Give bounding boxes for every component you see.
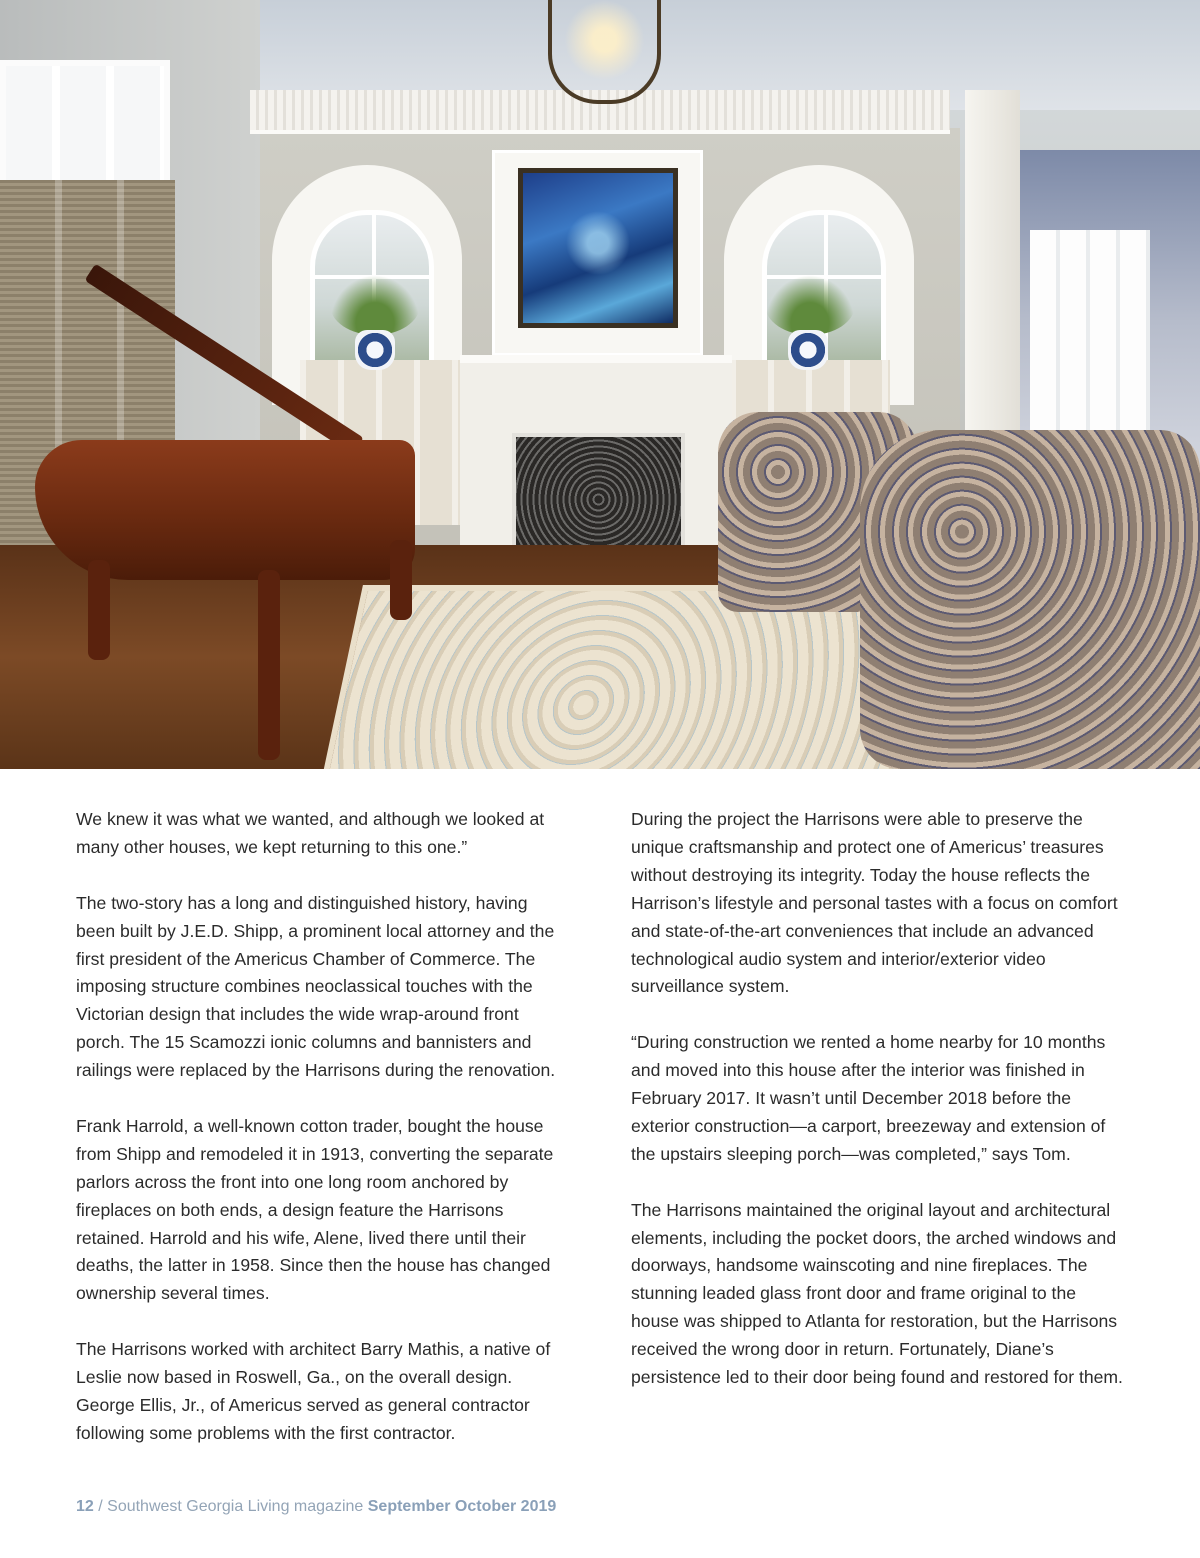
piano-leg [390,540,412,620]
left-plant-leaves [330,275,420,335]
living-room-photo [0,0,1200,769]
footer-separator: / [93,1498,108,1515]
right-plant-leaves [765,275,855,335]
paragraph: During the project the Harrisons were able to preserve the unique craftsmanship and protect one of Americus’ treasures without destroying its integrity. Today the house reflects the Harrison’s lifestyle and personal tastes with a focus on comfort and state-of-the-art conveniences that include an advanced technological audio system and interior/exterior video surveillance system. [631,809,1118,997]
grand-piano [35,440,415,580]
article-left-column [76,806,568,1476]
paragraph: Frank Harrold, a well-known cotton trader, bought the house from Shipp and remodeled it in 1913, converting the separate parlors across the front into one long room anchored by fireplaces on both ends, a design feature the Harrisons retained. Harrold and his wife, Alene, lived there until their deaths, the latter in 1958. Since then the house has changed ownership several times. [76,1115,554,1304]
left-blue-white-vase [355,330,395,370]
chandelier [548,0,661,104]
paragraph: We knew it was what we wanted, and although we looked at many other houses, we kept returning to this one.” [76,809,545,857]
adjoining-room-window [1030,230,1150,430]
piano-leg [88,560,110,660]
right-blue-white-vase [788,330,828,370]
publication-name: Southwest Georgia Living magazine [107,1498,364,1515]
paragraph: The two-story has a long and distinguished history, having been built by J.E.D. Shipp, a prominent local attorney and the first president of the Americus Chamber of Commerce. The imposing structure combines neoclassical touches with the Victorian design that includes the wide wrap-around front porch. The 15 Scamozzi ionic columns and bannisters and railings were replaced by the Harrisons during the renovation. [76,892,556,1081]
blue-abstract-painting [518,168,678,328]
paragraph: “During construction we rented a home nearby for 10 months and moved into this house after the interior was finished in February 2017. It wasn’t until December 2018 before the exterior construction—a carport, breezeway and extension of the upstairs sleeping porch—was completed,” says Tom. [631,1032,1106,1164]
page-footer [76,1498,556,1516]
paragraph: The Harrisons worked with architect Barry Mathis, a native of Leslie now based in Roswell, Ga., on the overall design. George Ellis, Jr., of Americus served as general contractor following some problems with the first contractor. [76,1339,551,1443]
article-right-column [631,806,1126,1420]
piano-leg [258,570,280,760]
page-number: 12 [76,1498,94,1515]
paisley-armchair [860,430,1200,769]
paragraph: The Harrisons maintained the original layout and architectural elements, including the pocket doors, the arched windows and doorways, handsome wainscoting and nine fireplaces. The stunning leaded glass front door and frame original to the house was shipped to Atlanta for restoration, but the Harrisons received the wrong door in return. Fortunately, Diane’s persistence led to their door being found and restored for them. [631,1199,1123,1388]
issue-date: September October 2019 [367,1498,557,1515]
